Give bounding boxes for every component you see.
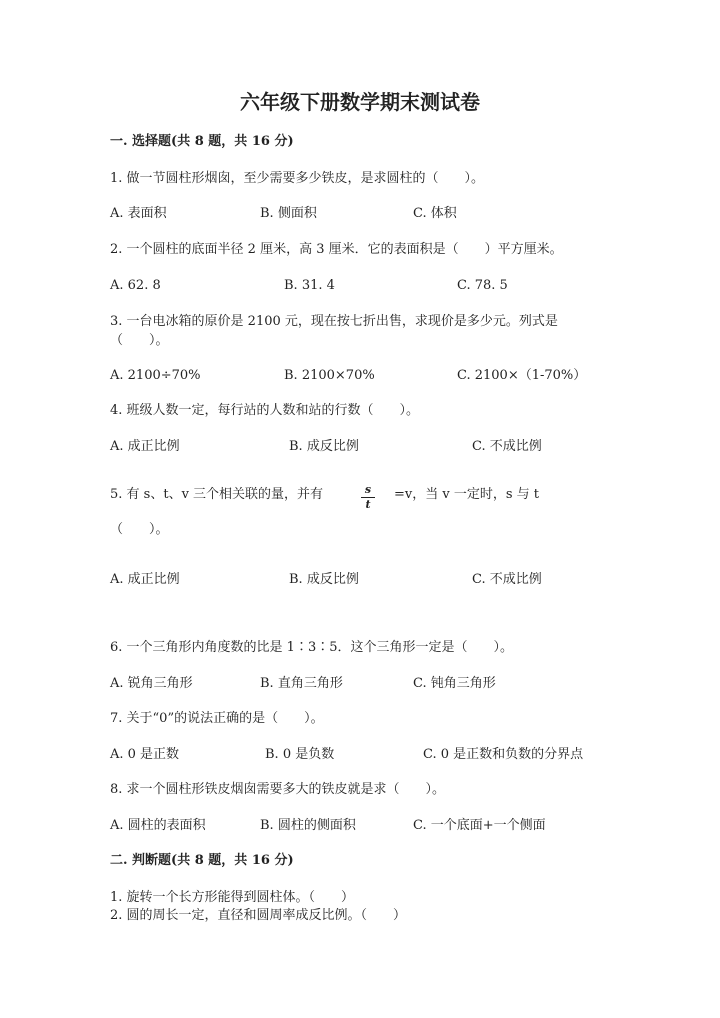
question-5-part2: =v，当 v 一定时，s 与 t <box>394 487 540 502</box>
q2-option-b: B. 31. 4 <box>284 278 335 293</box>
question-4: 4. 班级人数一定，每行站的人数和站的行数（ ）。 <box>110 403 420 418</box>
q3-option-b: B. 2100×70% <box>284 368 375 383</box>
question-3-line1: 3. 一台电冰箱的原价是 2100 元，现在按七折出售，求现价是多少元。列式是 <box>110 314 558 329</box>
q3-option-a: A. 2100÷70% <box>110 368 201 383</box>
page-title: 六年级下册数学期末测试卷 <box>240 90 480 114</box>
q1-option-a: A. 表面积 <box>110 206 167 221</box>
q7-option-c: C. 0 是正数和负数的分界点 <box>423 747 584 762</box>
q5-option-b: B. 成反比例 <box>289 572 359 587</box>
q4-option-c: C. 不成比例 <box>472 439 542 454</box>
q1-option-b: B. 侧面积 <box>260 206 317 221</box>
q1-option-c: C. 体积 <box>413 206 457 221</box>
q6-option-b: B. 直角三角形 <box>260 676 343 691</box>
question-3-line2: （ ）。 <box>110 333 169 348</box>
q5-option-c: C. 不成比例 <box>472 572 542 587</box>
q7-option-a: A. 0 是正数 <box>110 747 180 762</box>
judgment-question-2: 2. 圆的周长一定，直径和圆周率成反比例。（ ） <box>110 908 407 923</box>
judgment-question-1: 1. 旋转一个长方形能得到圆柱体。（ ） <box>110 890 355 905</box>
question-7: 7. 关于“0”的说法正确的是（ ）。 <box>110 711 324 726</box>
q4-option-b: B. 成反比例 <box>289 439 359 454</box>
q6-option-a: A. 锐角三角形 <box>110 676 193 691</box>
q8-option-c: C. 一个底面+一个侧面 <box>413 818 546 833</box>
q6-option-c: C. 钝角三角形 <box>413 676 496 691</box>
question-2: 2. 一个圆柱的底面半径 2 厘米，高 3 厘米．它的表面积是（ ）平方厘米。 <box>110 242 563 257</box>
section-heading-judgment: 二. 判断题(共 8 题，共 16 分) <box>110 853 294 868</box>
question-5-part1: 5. 有 s、t、v 三个相关联的量，并有 <box>110 487 324 502</box>
q8-option-b: B. 圆柱的侧面积 <box>260 818 356 833</box>
fraction-denominator: t <box>365 498 371 511</box>
q5-option-a: A. 成正比例 <box>110 572 180 587</box>
q8-option-a: A. 圆柱的表面积 <box>110 818 206 833</box>
fraction-s-over-t <box>361 484 375 511</box>
question-5-line2: （ ）。 <box>110 522 169 537</box>
q2-option-a: A. 62. 8 <box>110 278 161 293</box>
q4-option-a: A. 成正比例 <box>110 439 180 454</box>
section-heading-choice: 一. 选择题(共 8 题，共 16 分) <box>110 134 294 149</box>
q3-option-c: C. 2100×（1-70%） <box>457 368 587 383</box>
question-8: 8. 求一个圆柱形铁皮烟囱需要多大的铁皮就是求（ ）。 <box>110 782 446 797</box>
q2-option-c: C. 78. 5 <box>457 278 508 293</box>
question-6: 6. 一个三角形内角度数的比是 1∶3∶5．这个三角形一定是（ ）。 <box>110 640 513 655</box>
question-1: 1. 做一节圆柱形烟囱，至少需要多少铁皮，是求圆柱的（ ）。 <box>110 171 485 186</box>
fraction-numerator: s <box>364 483 372 496</box>
q7-option-b: B. 0 是负数 <box>265 747 335 762</box>
